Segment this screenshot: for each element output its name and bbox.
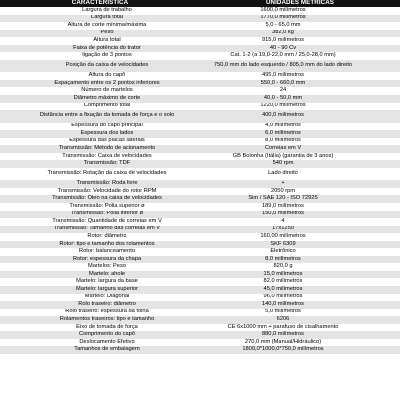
table-row [0,180,400,188]
metric-value-cell: 880,0 milímetros [200,331,400,339]
table-row [0,324,400,332]
characteristic-cell: Rotor: balanceamento [0,248,200,256]
characteristic-cell: Número de martelos [0,87,200,95]
metric-value-cell: 750,0 mm do lado esquerdo / 805,0 mm do lado direito [200,60,400,73]
metric-value-cell: 24 [200,87,400,95]
metric-value-cell: 4,0 milímetros [200,123,400,131]
table-row [0,7,400,15]
metric-value-cell: 2050 rpm [200,188,400,196]
metric-value-cell: 15,0 milímetros [200,271,400,279]
table-row [0,278,400,286]
metric-value-cell: + [200,180,400,188]
characteristic-cell: Rolamentos traseiros: tipo e tamanho [0,316,200,324]
metric-value-cell: 40,0 - 50,0 mm [200,95,400,103]
characteristic-cell: Largura de trabalho [0,7,200,15]
characteristic-cell: Espessura do capô principal [0,123,200,131]
table-row [0,95,400,103]
characteristic-cell: Posição da caixa de velocidades [0,60,200,73]
characteristic-cell: Martelo: largura da base [0,278,200,286]
metric-value-cell: 5,0 - 65,0 mm [200,22,400,30]
table-row [0,241,400,249]
characteristic-cell: Faixa de potência do trator [0,45,200,53]
metric-value-cell: Eletrônico [200,248,400,256]
characteristic-cell: Tamanhos de embalagem [0,346,200,354]
metric-value-cell: 160,00 milímetros [200,233,400,241]
characteristic-cell: Diâmetro máximo de corte [0,95,200,103]
metric-value-cell: 1600,0 milímetros [200,7,400,15]
table-row [0,80,400,88]
table-row [0,271,400,279]
metric-value-cell: 550,0 - 660,0 mm [200,80,400,88]
table-row [0,22,400,30]
characteristic-cell: Distância entre a fixação da tomada de força e o solo [0,110,200,123]
table-row [0,123,400,131]
characteristic-cell: Rotor: diâmetro [0,233,200,241]
table-row [0,331,400,339]
metric-value-cell: Correias em V [200,145,400,153]
characteristic-cell: Rotor: tipo e tamanho dos rolamentos [0,241,200,249]
metric-value-cell: 189,0 milímetros [200,203,400,211]
metric-value-cell: 382,0 kg [200,30,400,38]
characteristic-cell: Comprimento do capô [0,331,200,339]
metric-value-cell: GB Bolonha (Itália) (garantia de 3 anos) [200,153,400,161]
metric-value-cell: 140,0 milímetros [200,301,400,309]
metric-value-cell: 1220,0 milímetros [200,103,400,111]
characteristic-cell: Transmissão: Método de acionamento [0,145,200,153]
characteristic-cell: Espaçamento entre os 2 pontos inferiores [0,80,200,88]
characteristic-cell: Largura total [0,15,200,23]
table-row [0,188,400,196]
characteristic-cell: Transmissão: Rotação da caixa de velocidades [0,168,200,181]
table-row [0,226,400,234]
table-row [0,339,400,347]
characteristic-cell: Deslocamento Efetivo [0,339,200,347]
characteristic-cell: Rolo traseiro: espessura da folha [0,309,200,317]
table-row [0,211,400,219]
metric-value-cell: 915,0 milímetros [200,37,400,45]
characteristic-cell: Martelo: Diagonal [0,294,200,302]
table-row [0,316,400,324]
table-row [0,294,400,302]
characteristic-cell: Martelo: ahole [0,271,200,279]
table-row [0,301,400,309]
metric-value-cell: 1770,0 milímetros [200,15,400,23]
metric-value-cell: 400,0 milímetros [200,110,400,123]
characteristic-cell: Comprimento total [0,103,200,111]
characteristic-cell: Transmissão: Caixa de velocidades [0,153,200,161]
table-row [0,168,400,181]
metric-value-cell: 495,0 milímetros [200,72,400,80]
metric-value-cell: 8,0 milímetros [200,256,400,264]
metric-value-cell: 4 [200,218,400,226]
metric-value-cell: 820,0 g [200,263,400,271]
characteristic-cell: Espessura das placas laterais [0,138,200,146]
table-row [0,87,400,95]
characteristic-cell: Martelo: largura superior [0,286,200,294]
table-row [0,248,400,256]
metric-value-cell: Lado direito [200,168,400,181]
metric-value-cell: 540 rpm [200,160,400,168]
table-row [0,195,400,203]
table-row [0,218,400,226]
table-row [0,286,400,294]
spec-table-body [0,7,400,354]
characteristic-cell: Transmissão: Polia superior ø [0,203,200,211]
table-row [0,346,400,354]
metric-value-cell: 82,0 milímetros [200,278,400,286]
table-row [0,130,400,138]
table-row [0,138,400,146]
table-row [0,145,400,153]
table-row [0,30,400,38]
table-row [0,110,400,123]
metric-value-cell: Cat. 1-2 (a 19,0-22,0 mm / 25,0-28,0 mm) [200,52,400,60]
metric-value-cell: SKF 6309 [200,241,400,249]
header-metric-units: UNIDADES MÉTRICAS [200,0,400,7]
table-row [0,233,400,241]
characteristic-cell: ligação de 3 pontos [0,52,200,60]
metric-value-cell: 8,0 milímetros [200,138,400,146]
metric-value-cell: 1800,0*1000,0*750,0 milímetros [200,346,400,354]
characteristic-cell: Altura de corte mínima/máxima [0,22,200,30]
table-row [0,72,400,80]
metric-value-cell: 40 - 90 Cv [200,45,400,53]
characteristic-cell: Rotor: espessura da chapa [0,256,200,264]
table-row [0,256,400,264]
characteristic-cell: Rolo traseiro: diâmetro [0,301,200,309]
metric-value-cell: 5,0 milímetros [200,309,400,317]
characteristic-cell: Transmissão: Roda livre [0,180,200,188]
table-row [0,37,400,45]
metric-value-cell: 150,0 milímetros [200,211,400,219]
characteristic-cell: Transmissão: Quantidade de correias em V [0,218,200,226]
metric-value-cell: 6,0 milímetros [200,130,400,138]
characteristic-cell: Altura total [0,37,200,45]
metric-value-cell: Sim / SAE 120 - ISO 72925 [200,195,400,203]
metric-value-cell: 6206 [200,316,400,324]
table-row [0,15,400,23]
table-row [0,45,400,53]
header-characteristic: CARACTERÍSTICA [0,0,200,7]
table-row [0,160,400,168]
characteristic-cell: Peso [0,30,200,38]
characteristic-cell: Martelos: Peso [0,263,200,271]
table-row [0,263,400,271]
metric-value-cell: CE 6x1000 mm + parafuso de cisalhamento [200,324,400,332]
characteristic-cell: Espessura dos lados [0,130,200,138]
characteristic-cell: Eixo de tomada de força [0,324,200,332]
table-row [0,309,400,317]
table-row [0,153,400,161]
metric-value-cell: 270,0 mm (Manual/Hidráulico) [200,339,400,347]
metric-value-cell: 96,0 milímetros [200,294,400,302]
characteristic-cell: Transmissão: Velocidade do rotor RPM [0,188,200,196]
table-row [0,60,400,73]
characteristic-cell: Transmissão: Tamanho das correias em V [0,226,200,234]
characteristic-cell: Transmissão: TDF [0,160,200,168]
characteristic-cell: Altura do capô [0,72,200,80]
characteristic-cell: Transmissão: Polia inferior ø [0,211,200,219]
metric-value-cell: 45,0 milímetros [200,286,400,294]
table-row [0,103,400,111]
table-row [0,52,400,60]
table-row [0,203,400,211]
metric-value-cell: 17x1250 [200,226,400,234]
characteristic-cell: Transmissão: Óleo na caixa de velocidades [0,195,200,203]
header-row [0,0,400,7]
